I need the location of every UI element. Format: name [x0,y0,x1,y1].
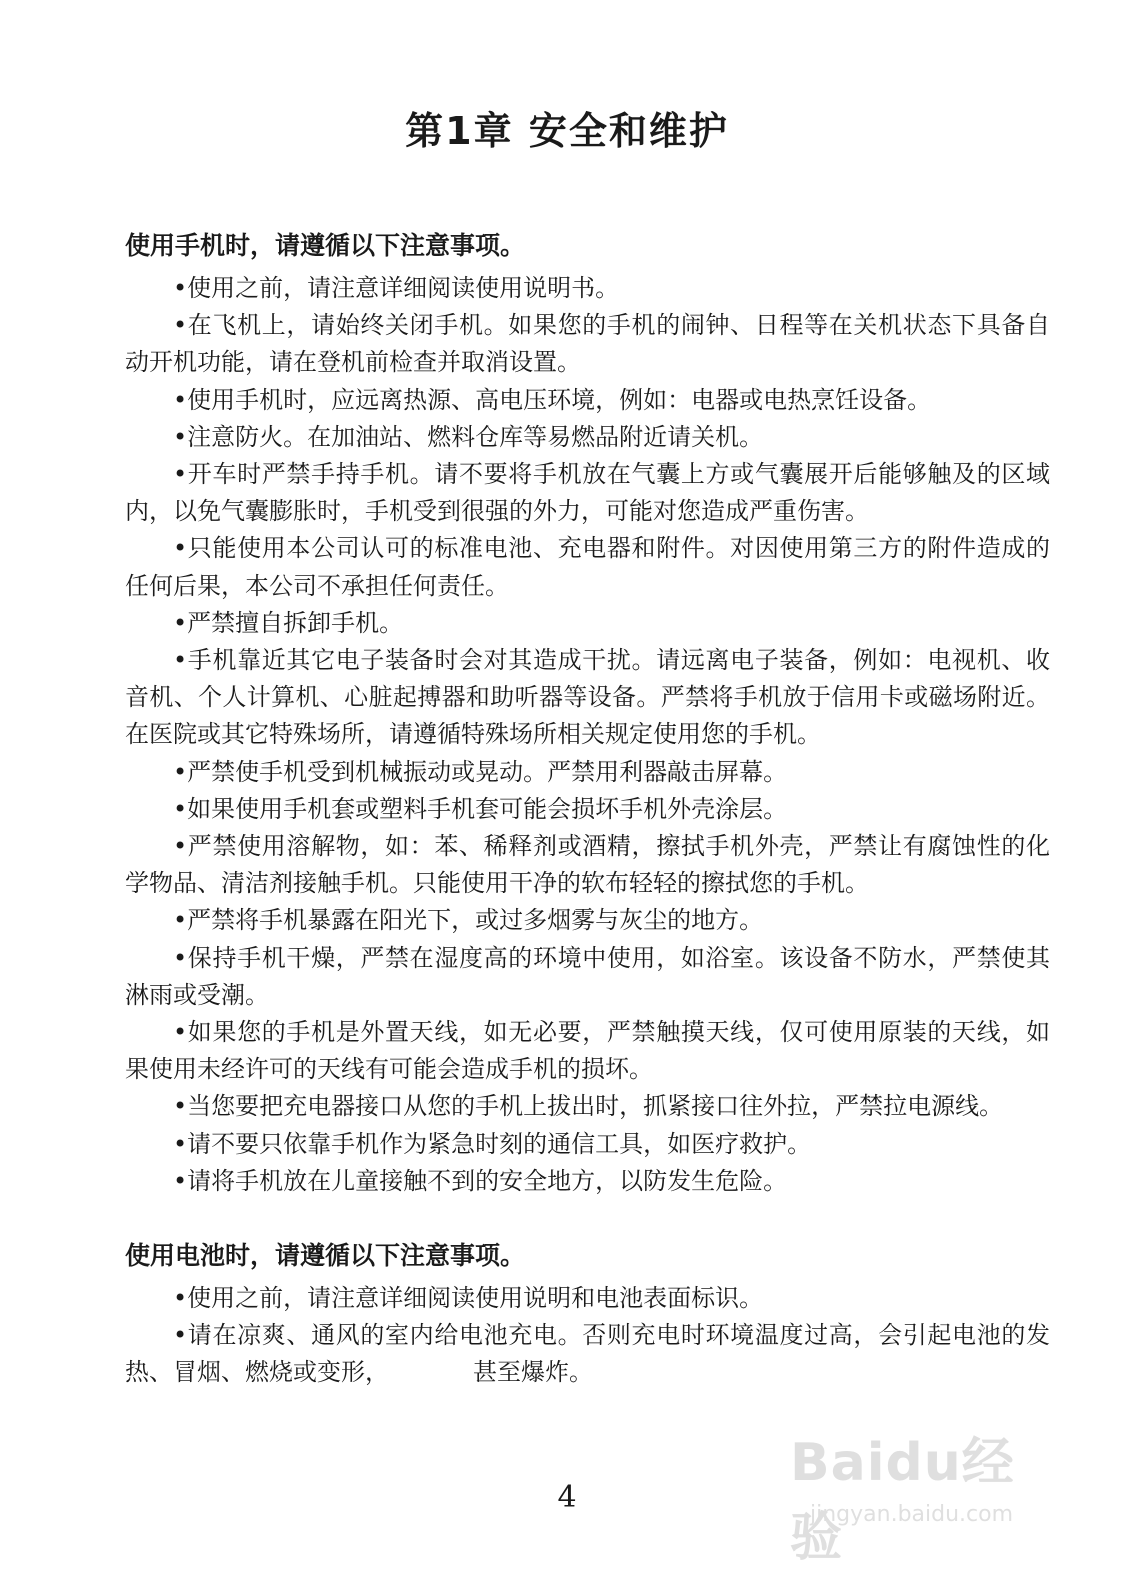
list-item: •开车时严禁手持手机。请不要将手机放在气囊上方或气囊展开后能够触及的区域内，以免气囊膨胀时，手机受到很强的外力，可能对您造成严重伤害。 [125,460,1050,526]
watermark-brand: Baidu经验 [790,1433,1015,1568]
list-item: •在飞机上，请始终关闭手机。如果您的手机的闹钟、日程等在关机状态下具备自动开机功能，请在登机前检查并取消设置。 [125,311,1050,377]
list-item: •严禁擅自拆卸手机。 [173,608,404,637]
list-item: •当您要把充电器接口从您的手机上拔出时，抓紧接口往外拉，严禁拉电源线。 [173,1092,1004,1121]
section-battery-usage [125,1238,1050,1392]
list-item: •保持手机干燥，严禁在湿度高的环境中使用，如浴室。该设备不防水，严禁使其淋雨或受潮。 [125,943,1050,1009]
list-item: •只能使用本公司认可的标准电池、充电器和附件。对因使用第三方的附件造成的任何后果，本公司不承担任何责任。 [125,534,1050,600]
list-item: •使用之前，请注意详细阅读使用说明书。 [173,274,620,302]
section-heading: 使用手机时，请遵循以下注意事项。 [125,231,526,260]
page-content [125,228,1050,1392]
section-heading: 使用电池时，请遵循以下注意事项。 [125,1241,526,1271]
list-item: •注意防火。在加油站、燃料仓库等易燃品附近请关机。 [173,422,764,451]
list-item: •请不要只依靠手机作为紧急时刻的通信工具，如医疗救护。 [173,1129,812,1158]
chapter-title: 第1章 安全和维护 [405,109,729,153]
list-item: •请在凉爽、通风的室内给电池充电。否则充电时环境温度过高，会引起电池的发热、冒烟、燃烧或变形， 甚至爆炸。 [125,1321,1050,1387]
list-item: •严禁将手机暴露在阳光下，或过多烟雾与灰尘的地方。 [173,906,764,935]
list-item: •手机靠近其它电子装备时会对其造成干扰。请远离电子装备，例如：电视机、收音机、个人计算机、心脏起搏器和助听器等设备。严禁将手机放于信用卡或磁场附近。在医院或其它特殊场所，请遵循特殊场所相关规定使用您的手机。 [125,646,1050,749]
section-phone-usage [125,228,1050,1200]
list-item: •如果您的手机是外置天线，如无必要，严禁触摸天线，仅可使用原装的天线，如果使用未经许可的天线有可能会造成手机的损坏。 [125,1018,1050,1084]
list-item: •使用手机时，应远离热源、高电压环境，例如：电器或电热烹饪设备。 [173,385,932,414]
watermark-url: jingyan.baidu.com [810,1502,1014,1527]
list-item: •严禁使用溶解物，如：苯、稀释剂或酒精，擦拭手机外壳，严禁让有腐蚀性的化学物品、清洁剂接触手机。只能使用干净的软布轻轻的擦拭您的手机。 [125,832,1050,898]
baidu-watermark [770,1420,1060,1568]
list-item: •严禁使手机受到机械振动或晃动。严禁用利器敲击屏幕。 [173,757,788,786]
list-item: •请将手机放在儿童接触不到的安全地方，以防发生危险。 [173,1166,788,1195]
list-item: •如果使用手机套或塑料手机套可能会损坏手机外壳涂层。 [173,794,788,823]
list-item: •使用之前，请注意详细阅读使用说明和电池表面标识。 [173,1284,764,1313]
page-number: 4 [557,1480,577,1515]
